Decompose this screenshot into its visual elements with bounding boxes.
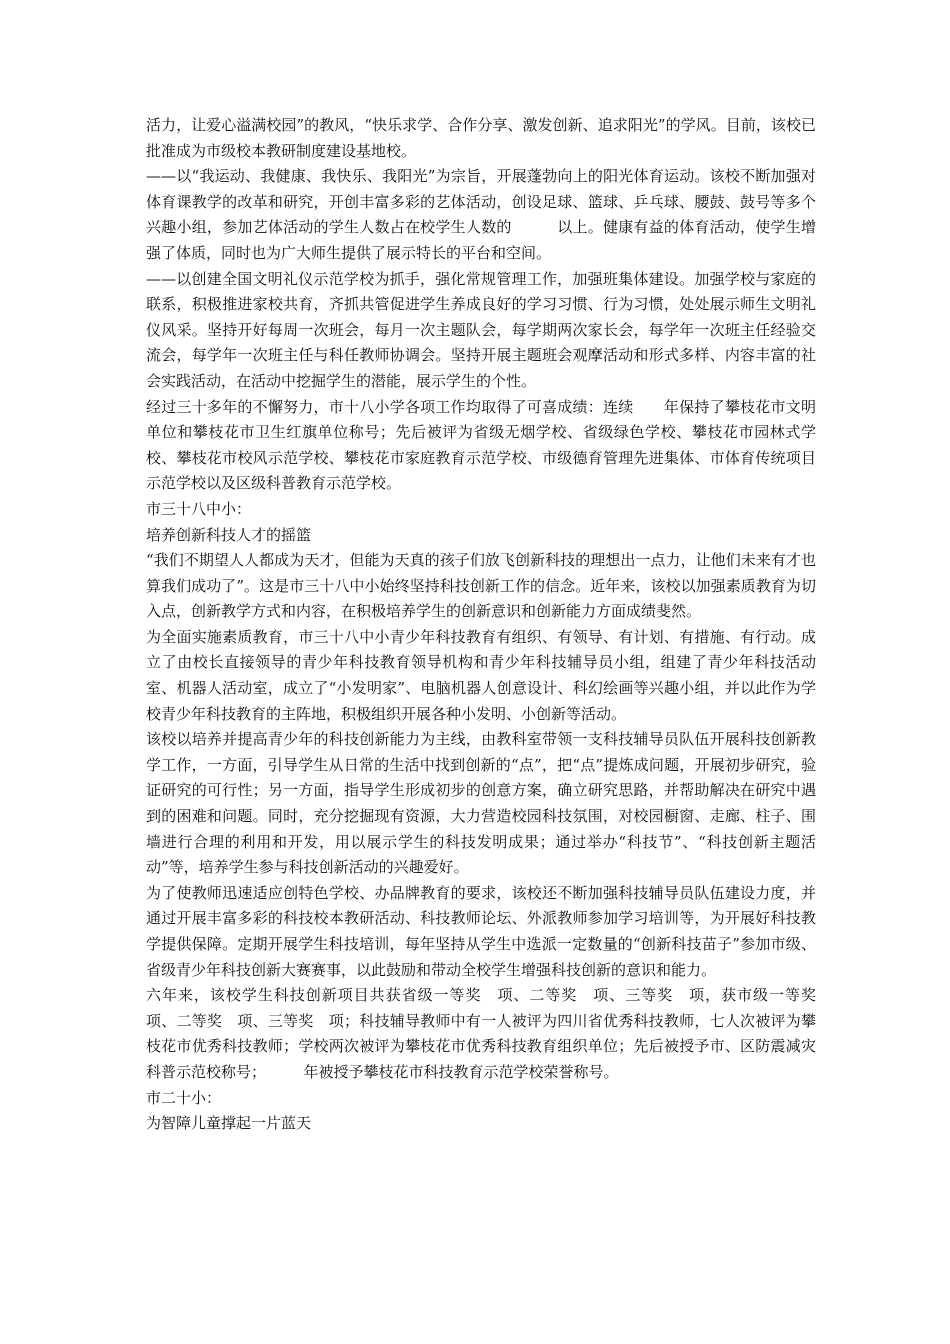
school-heading-20: 市二十小： xyxy=(146,1088,222,1107)
paragraph-innovation: 该校以培养并提高青少年的科技创新能力为主线，由教科室带领一支科技辅导员队伍开展科技创新教学工作，一方面，引导学生从日常的生活中找到创新的“点”，把“点”提炼成问题，开展初步研究，验证研究的可行性；另一方面，指导学生形成初步的创意方案，确立研究思路，并帮助解决在研究中遇到的困难和问题。同时，充分挖掘现有资源，大力营造校园科技氛围，对校园橱窗、走廊、柱子、围墙进行合理的利用和开发，用以展示学生的科技发明成果；通过举办“科技节”、“科技创新主题活动”等，培养学生参与科技创新活动的兴趣爱好。 xyxy=(146,730,816,877)
school-heading-38: 市三十八中小： xyxy=(146,499,252,518)
paragraph-belief: “我们不期望人人都成为天才，但能为天真的孩子们放飞创新科技的理想出一点力，让他们未来有才也算我们成功了”。这是市三十八中小始终坚持科技创新工作的信念。近年来，该校以加强素质教育为切入点，创新教学方式和内容，在积极培养学生的创新意识和创新能力方面成绩斐然。 xyxy=(146,551,816,621)
paragraph-etiquette: ——以创建全国文明礼仪示范学校为抓手，强化常规管理工作，加强班集体建设。加强学校与家庭的联系，积极推进家校共育，齐抓共管促进学生养成良好的学习习惯、行为习惯，处处展示师生文明礼仪风采。坚持开好每周一次班会，每月一次主题队会，每学期两次家长会，每学年一次班主任经验交流会，每学年一次班主任与科任教师协调会。坚持开展主题班会观摩活动和形式多样、内容丰富的社会实践活动，在活动中挖掘学生的潜能，展示学生的个性。 xyxy=(146,269,816,390)
paragraph-teachers: 为了使教师迅速适应创特色学校、办品牌教育的要求，该校还不断加强科技辅导员队伍建设力度，并通过开展丰富多彩的科技校本教研活动、科技教师论坛、外派教师参加学习培训等，为开展好科技教学提供保障。定期开展学生科技培训，每年坚持从学生中选派一定数量的“创新科技苗子”参加市级、省级青少年科技创新大赛赛事，以此鼓励和带动全校学生增强科技创新的意识和能力。 xyxy=(146,883,816,979)
section-title-blue-sky: 为智障儿童撑起一片蓝天 xyxy=(146,1114,312,1133)
paragraph-teaching-style: 活力，让爱心溢满校园”的教风，“快乐求学、合作分享、激发创新、追求阳光”的学风。目前，该校已批准成为市级校本教研制度建设基地校。 xyxy=(146,116,816,160)
paragraph-organization: 为全面实施素质教育，市三十八中小青少年科技教育有组织、有领导、有计划、有措施、有行动。成立了由校长直接领导的青少年科技教育领导机构和青少年科技辅导员小组，组建了青少年科技活动室、机器人活动室，成立了“小发明家”、电脑机器人创意设计、科幻绘画等兴趣小组，并以此作为学校青少年科技教育的主阵地，积极组织开展各种小发明、小创新等活动。 xyxy=(146,627,816,723)
paragraph-achievements: 经过三十多年的不懈努力，市十八小学各项工作均取得了可喜成绩：连续 年保持了攀枝花市文明单位和攀枝花市卫生红旗单位称号；先后被评为省级无烟学校、省级绿色学校、攀枝花市园林式学校、攀枝花市校风示范学校、攀枝花市家庭教育示范学校、市级德育管理先进集体、市体育传统项目示范学校以及区级科普教育示范学校。 xyxy=(146,397,816,493)
paragraph-awards: 六年来，该校学生科技创新项目共获省级一等奖 项、二等奖 项、三等奖 项，获市级一等奖 项、二等奖 项、三等奖 项；科技辅导教师中有一人被评为四川省优秀科技教师，七人次被评为攀枝花市优秀科技教师；学校两次被评为攀枝花市优秀科技教育组织单位；先后被授予市、区防震减灾科普示范校称号； 年被授予攀枝花市科技教育示范学校荣誉称号。 xyxy=(146,986,832,1081)
document-body xyxy=(146,113,832,1137)
section-title-cradle: 培养创新科技人才的摇篮 xyxy=(146,525,312,544)
paragraph-sports: ——以“我运动、我健康、我快乐、我阳光”为宗旨，开展蓬勃向上的阳光体育运动。该校不断加强对体育课教学的改革和研究，开创丰富多彩的艺体活动，创设足球、篮球、乒乓球、腰鼓、鼓号等多个兴趣小组，参加艺体活动的学生人数占在校学生人数的 以上。健康有益的体育活动，使学生增强了体质，同时也为广大师生提供了展示特长的平台和空间。 xyxy=(146,167,816,262)
